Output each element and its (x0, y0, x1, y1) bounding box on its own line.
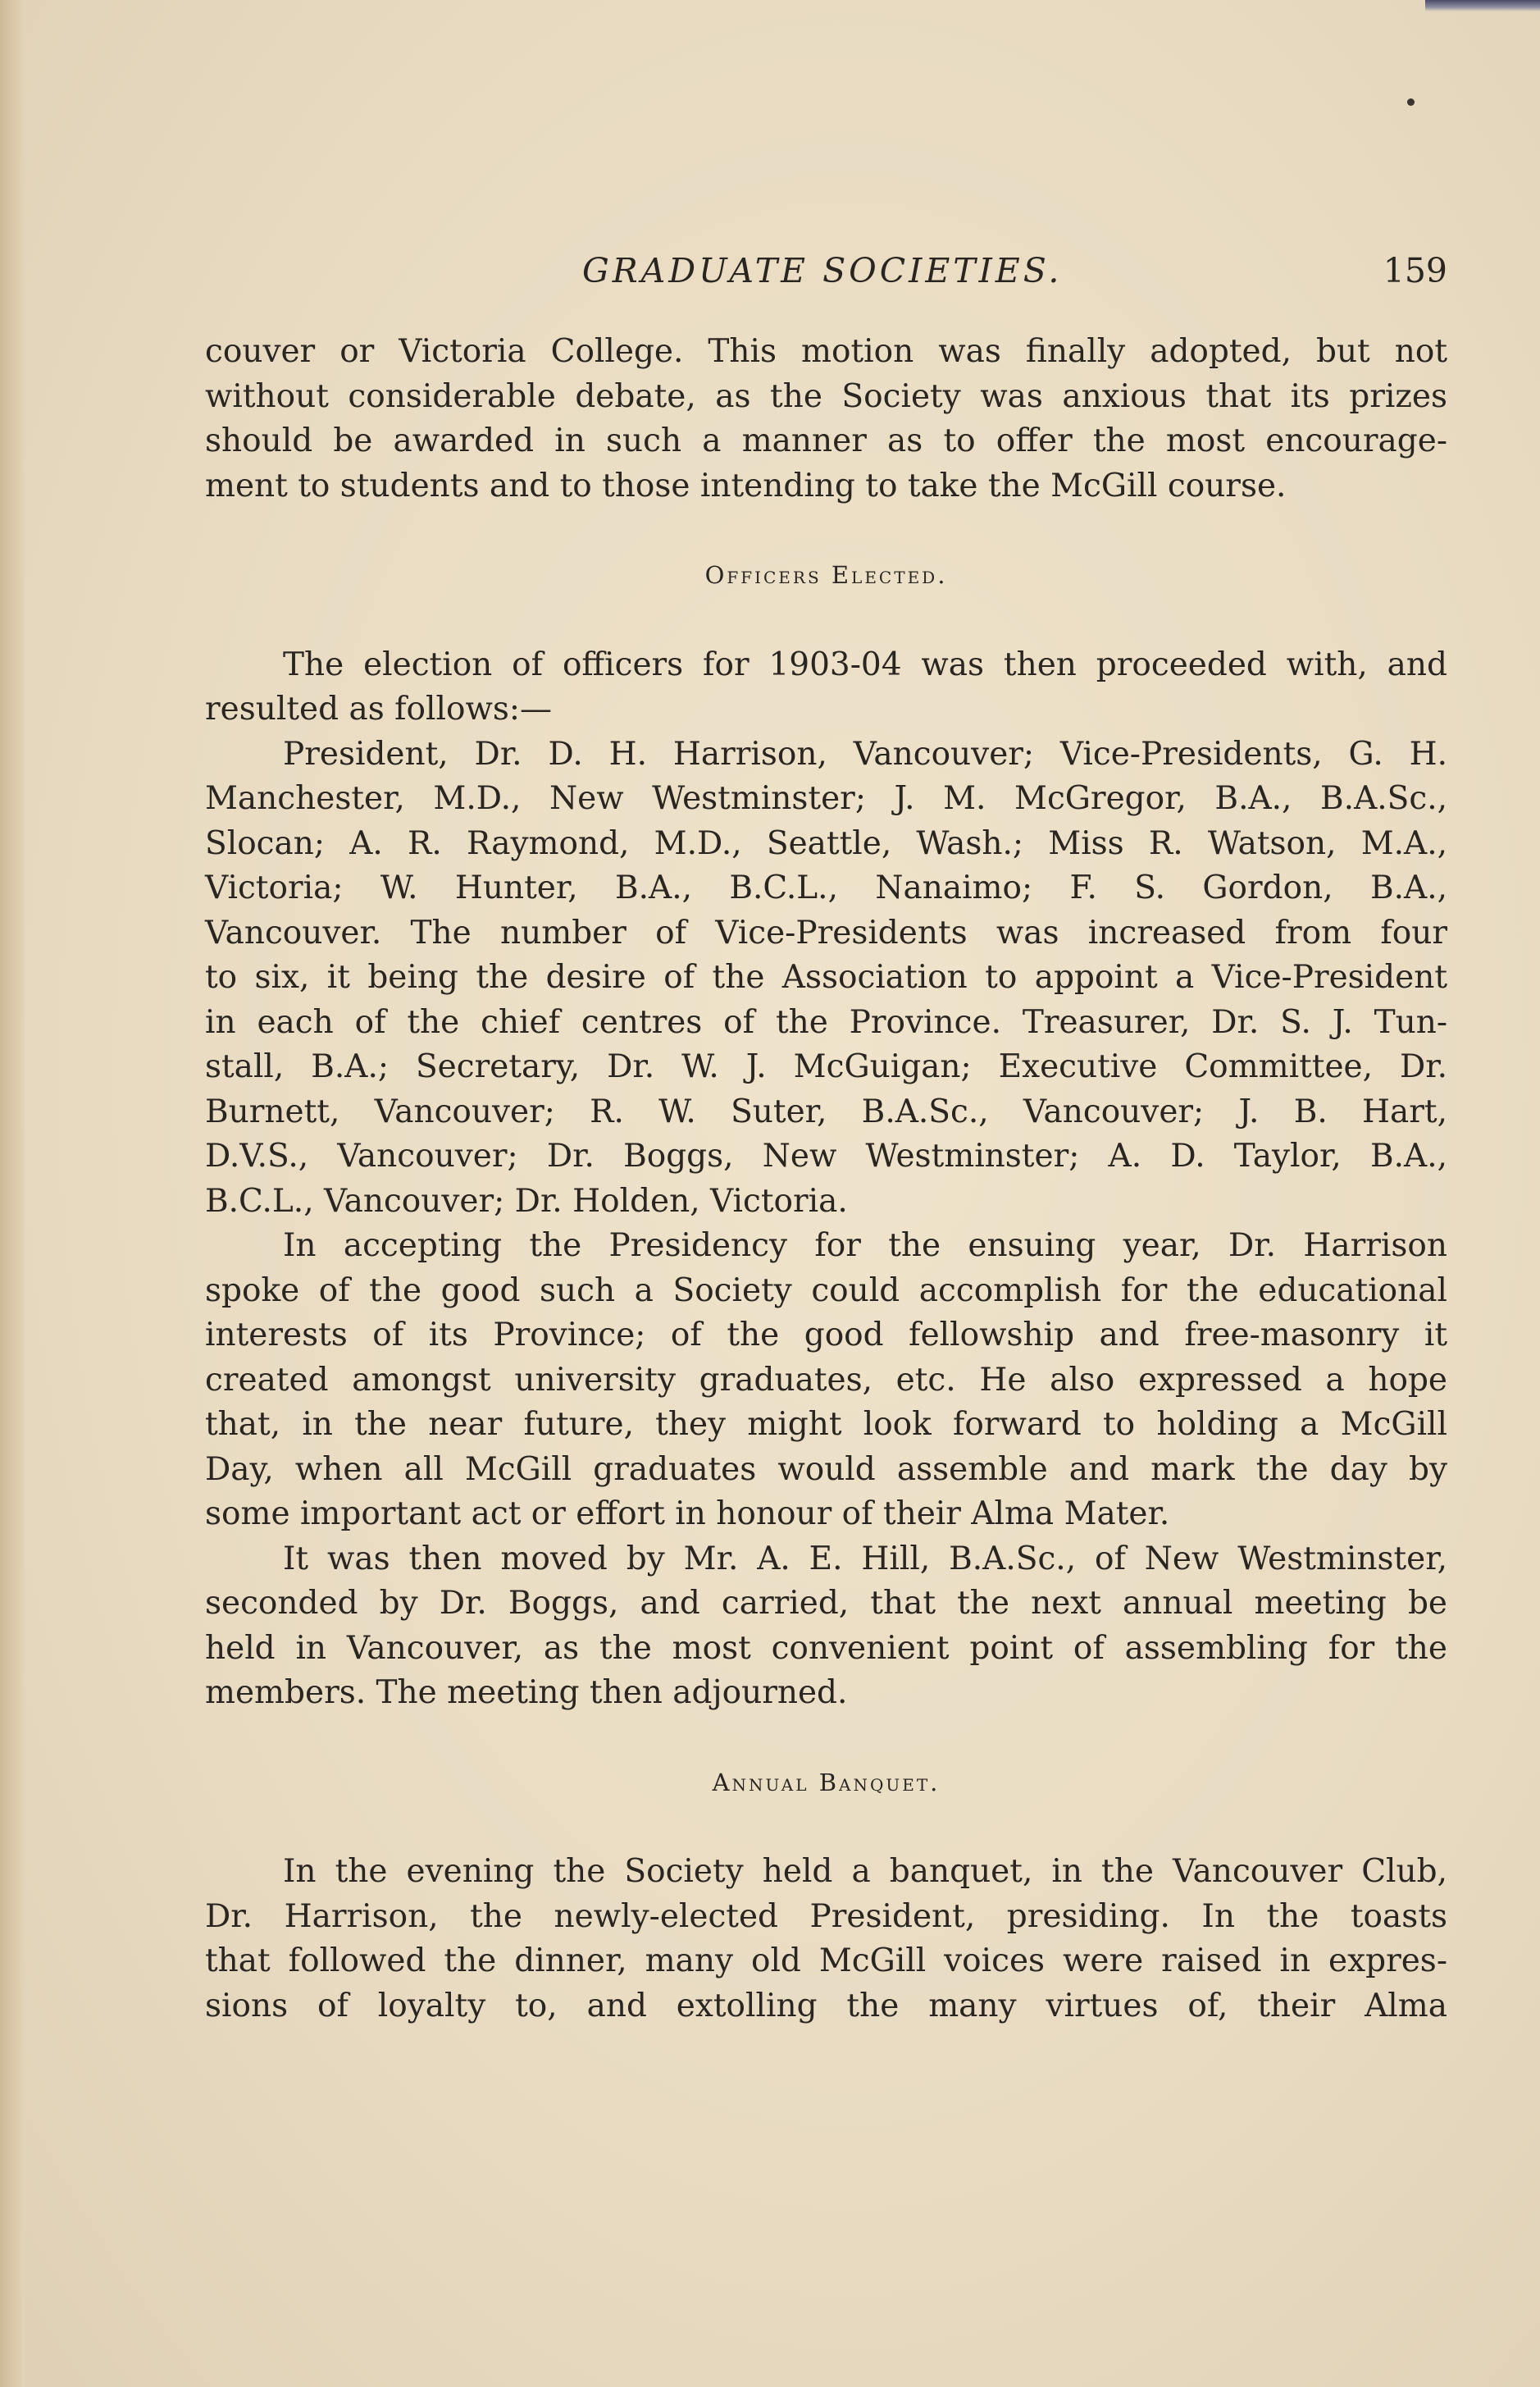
text-line: Burnett, Vancouver; R. W. Suter, B.A.Sc., Vancouver; J. B. Hart, (205, 1093, 1447, 1130)
text-line: to six, it being the desire of the Association to appoint a Vice-President (205, 959, 1447, 996)
section-heading-banquet: Annual Banquet. (712, 1768, 941, 1796)
text-line: ment to students and to those intending to take the McGill course. (205, 467, 1287, 504)
text-line: that, in the near future, they might look forward to holding a McGill (205, 1406, 1447, 1443)
text-line: sions of loyalty to, and extolling the many virtues of, their Alma (205, 1987, 1447, 2024)
page-number: 159 (1383, 251, 1447, 290)
text-line: stall, B.A.; Secretary, Dr. W. J. McGuigan; Executive Committee, Dr. (205, 1048, 1447, 1085)
section-heading-officers: Officers Elected. (704, 561, 948, 589)
text-line: should be awarded in such a manner as to offer the most encourage- (205, 422, 1447, 459)
text-line: spoke of the good such a Society could accomplish for the educational (205, 1271, 1447, 1309)
text-line: Dr. Harrison, the newly-elected President, presiding. In the toasts (205, 1897, 1447, 1935)
text-line: interests of its Province; of the good fellowship and free-masonry it (205, 1317, 1447, 1353)
text-line: President, Dr. D. H. Harrison, Vancouver; Vice-Presidents, G. H. (283, 735, 1447, 773)
text-line: that followed the dinner, many old McGill voices were raised in expres- (205, 1942, 1447, 1979)
text-line: couver or Victoria College. This motion was finally adopted, but not (205, 333, 1447, 370)
text-line: held in Vancouver, as the most convenient point of assembling for the (205, 1629, 1447, 1667)
text-line: In accepting the Presidency for the ensuing year, Dr. Harrison (283, 1227, 1447, 1264)
text-line: Victoria; W. Hunter, B.A., B.C.L., Nanaimo; F. S. Gordon, B.A., (205, 869, 1447, 906)
text-line: members. The meeting then adjourned. (205, 1674, 848, 1711)
cover-edge (1425, 0, 1540, 11)
text-line: Vancouver. The number of Vice-Presidents was increased from four (205, 914, 1447, 952)
running-head-title: GRADUATE SOCIETIES. (582, 251, 1063, 290)
text-line: without considerable debate, as the Society was anxious that its prizes (205, 377, 1447, 415)
text-line: seconded by Dr. Boggs, and carried, that the next annual meeting be (205, 1585, 1447, 1622)
text-line: B.C.L., Vancouver; Dr. Holden, Victoria. (205, 1182, 848, 1220)
text-line: created amongst university graduates, etc. He also expressed a hope (205, 1361, 1447, 1399)
text-line: The election of officers for 1903-04 was then proceeded with, and (283, 646, 1447, 683)
text-line: resulted as follows:— (205, 691, 552, 728)
body-text (205, 330, 1447, 2029)
text-line: It was then moved by Mr. A. E. Hill, B.A.Sc., of New Westminster, (283, 1540, 1447, 1577)
binding-shadow (0, 0, 25, 2387)
ink-speck (1407, 98, 1415, 106)
text-line: Manchester, M.D., New Westminster; J. M. McGregor, B.A., B.A.Sc., (205, 780, 1447, 817)
text-line: in each of the chief centres of the Province. Treasurer, Dr. S. J. Tun- (205, 1003, 1447, 1041)
text-line: D.V.S., Vancouver; Dr. Boggs, New Westminster; A. D. Taylor, B.A., (205, 1138, 1447, 1175)
text-line: Day, when all McGill graduates would assemble and mark the day by (205, 1450, 1447, 1488)
text-line: In the evening the Society held a banquet, in the Vancouver Club, (283, 1853, 1447, 1890)
running-head (205, 251, 1447, 300)
text-line: Slocan; A. R. Raymond, M.D., Seattle, Wash.; Miss R. Watson, M.A., (205, 824, 1447, 862)
text-line: some important act or effort in honour of their Alma Mater. (205, 1495, 1170, 1532)
